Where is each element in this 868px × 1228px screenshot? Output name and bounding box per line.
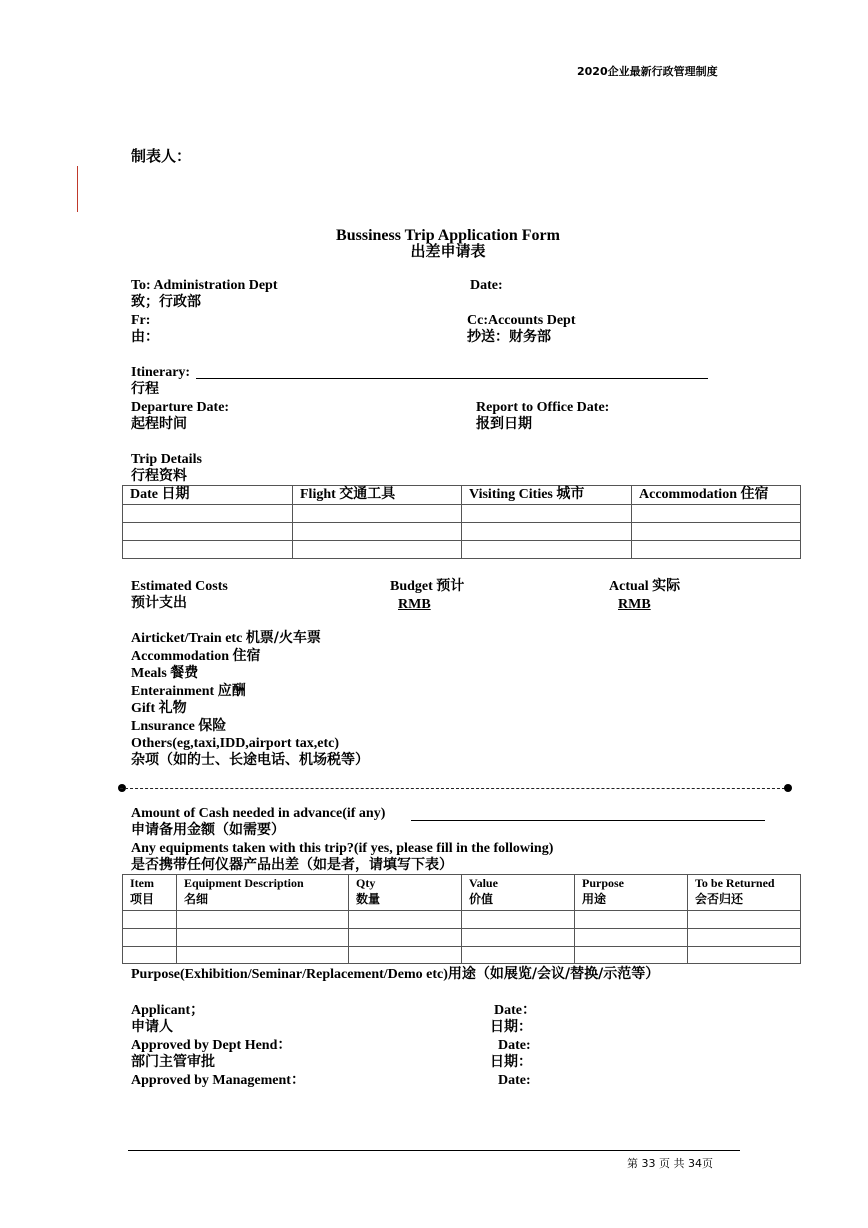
header-cell-returned: To be Returned 会否归还 [688,875,801,911]
table-cell[interactable] [123,541,293,559]
cost-item-meals: Meals 餐费 [131,665,199,681]
table-row [123,911,801,929]
trip-details-title-zh: 行程资料 [131,468,187,484]
trip-details-title-en: Trip Details [131,452,202,467]
dept-approval-label-en: Approved by Dept Hend： [131,1038,292,1053]
equipment-question-zh: 是否携带任何仪器产品出差（如是者，请填写下表） [131,857,453,873]
cc-label-zh: 抄送：财务部 [467,329,551,345]
estimated-costs-zh: 预计支出 [131,595,187,611]
table-cell[interactable] [177,911,349,929]
header-cell-purpose: Purpose 用途 [575,875,688,911]
form-title-zh: 出差申请表 [410,242,486,260]
table-cell[interactable] [123,505,293,523]
table-cell[interactable] [349,929,462,947]
table-row [123,505,801,523]
cc-label-en: Cc:Accounts Dept [467,313,576,328]
advance-cash-label-zh: 申请备用金额（如需要） [131,822,285,838]
dept-approval-label-zh: 部门主管审批 [131,1054,215,1070]
from-label-zh: 由： [131,329,159,345]
header-cell-accommodation: Accommodation 住宿 [632,486,801,505]
budget-unit: RMB [398,597,431,612]
to-label-en: To: Administration Dept [131,278,278,293]
budget-header: Budget 预计 [390,578,465,594]
advance-cash-field-line [411,820,765,821]
dept-approval-date-zh: 日期： [490,1054,532,1070]
table-cell[interactable] [688,947,801,964]
header-cell-value: Value 价值 [462,875,575,911]
section-divider [120,788,790,789]
departure-date-label-en: Departure Date: [131,400,230,415]
applicant-label-en: Applicant； [131,1003,205,1018]
equipment-table [122,874,801,964]
table-cell[interactable] [462,505,632,523]
date-label: Date: [470,278,503,293]
table-cell[interactable] [293,505,462,523]
table-cell[interactable] [462,947,575,964]
table-cell[interactable] [575,911,688,929]
footer-rule [128,1150,740,1151]
table-cell[interactable] [123,523,293,541]
advance-cash-label-en: Amount of Cash needed in advance(if any) [131,806,386,821]
table-cell[interactable] [462,929,575,947]
cost-item-airticket: Airticket/Train etc 机票/火车票 [131,630,321,646]
table-cell[interactable] [123,947,177,964]
itinerary-label-en: Itinerary: [131,365,191,380]
table-cell[interactable] [462,523,632,541]
table-cell[interactable] [349,911,462,929]
header-cell-cities: Visiting Cities 城市 [462,486,632,505]
table-cell[interactable] [575,947,688,964]
estimated-costs-en: Estimated Costs [131,579,228,594]
header-cell-date: Date 日期 [123,486,293,505]
cost-item-insurance: Lnsurance 保险 [131,718,227,734]
report-date-label-zh: 报到日期 [476,416,532,432]
table-row [123,541,801,559]
table-cell[interactable] [177,947,349,964]
table-cell[interactable] [293,541,462,559]
table-cell[interactable] [688,911,801,929]
table-cell[interactable] [688,929,801,947]
equipment-purpose-note: Purpose(Exhibition/Seminar/Replacement/Demo etc)用途（如展览/会议/替换/示范等） [131,966,660,982]
applicant-date-zh: 日期： [490,1019,532,1035]
cost-item-entertainment: Enterainment 应酬 [131,683,246,699]
header-cell-item: Item 项目 [123,875,177,911]
table-cell[interactable] [123,929,177,947]
header-cell-qty: Qty 数量 [349,875,462,911]
header-title: 2020企业最新行政管理制度 [577,65,718,78]
from-label-en: Fr: [131,313,151,328]
cost-item-others: Others(eg,taxi,IDD,airport tax,etc) [131,736,339,751]
cost-item-accommodation: Accommodation 住宿 [131,648,261,664]
applicant-label-zh: 申请人 [131,1019,173,1035]
actual-header: Actual 实际 [609,578,681,594]
to-label-zh: 致；行政部 [131,294,201,310]
table-cell[interactable] [349,947,462,964]
table-cell[interactable] [177,929,349,947]
table-cell[interactable] [123,911,177,929]
mgmt-approval-date-en: Date: [498,1073,531,1088]
divider-end-dot-right [784,784,792,792]
itinerary-field-line [196,378,708,379]
report-date-label-en: Report to Office Date: [476,400,610,415]
table-header-row [123,875,801,911]
table-row [123,523,801,541]
trip-details-table [122,485,801,559]
itinerary-label-zh: 行程 [131,381,159,397]
table-row [123,929,801,947]
table-row [123,947,801,964]
preparer-label: 制表人： [131,147,192,165]
table-cell[interactable] [462,911,575,929]
cost-item-gift: Gift 礼物 [131,700,187,716]
header-cell-flight: Flight 交通工具 [293,486,462,505]
page-number: 第 33 页 共 34页 [627,1157,713,1170]
mgmt-approval-label-en: Approved by Management： [131,1073,305,1088]
table-cell[interactable] [575,929,688,947]
table-cell[interactable] [632,541,801,559]
table-cell[interactable] [632,505,801,523]
dept-approval-date-en: Date: [498,1038,531,1053]
cost-item-others-zh: 杂项（如的士、长途电话、机场税等） [131,752,369,768]
margin-marker [77,166,78,212]
table-cell[interactable] [632,523,801,541]
form-title-en: Bussiness Trip Application Form [336,227,560,244]
table-cell[interactable] [462,541,632,559]
header-cell-description: Equipment Description 名细 [177,875,349,911]
departure-date-label-zh: 起程时间 [131,416,187,432]
table-header-row [123,486,801,505]
table-cell[interactable] [293,523,462,541]
equipment-question-en: Any equipments taken with this trip?(if yes, please fill in the following) [131,841,554,856]
applicant-date-en: Date： [494,1003,536,1018]
actual-unit: RMB [618,597,651,612]
